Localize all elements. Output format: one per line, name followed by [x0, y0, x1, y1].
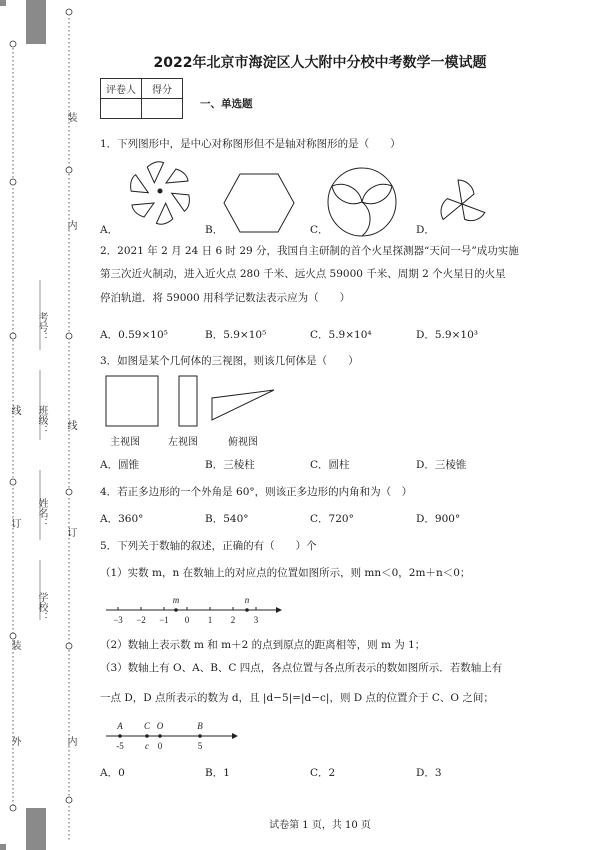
q5-tick-label: 0 [184, 615, 190, 625]
binding-outer-char-2: 订 [9, 518, 20, 528]
score-table-header-score: 得分 [142, 79, 183, 99]
q5-nl2-letter-c: C [143, 721, 151, 731]
field-school-label: 学校： [36, 592, 47, 622]
q4-option-a[interactable]: A．360° [100, 513, 144, 525]
q5-option-d[interactable]: D．3 [416, 767, 442, 779]
q3-label-front: 主视图 [110, 437, 140, 448]
q1-figure-b [222, 172, 296, 234]
binding-outer-char-1: 装 [9, 640, 20, 650]
q1-option-c[interactable]: C． [310, 224, 329, 236]
q3-label-top: 俯视图 [228, 437, 258, 448]
q5-point-m-label: m [172, 595, 180, 605]
q4-option-b[interactable]: B．540° [205, 513, 249, 525]
q3-option-d[interactable]: D．三棱锥 [416, 459, 467, 471]
binding-outer-extra: 外 [9, 736, 20, 746]
q3-stem: 3．如图是某个几何体的三视图，则该几何体是（ ） [100, 355, 359, 367]
binding-inner-extra-1: 内 [65, 220, 76, 230]
score-table [100, 78, 183, 119]
q5-nl2-letter-o: O [156, 721, 164, 731]
binding-inner-char-1: 装 [65, 112, 76, 122]
q5-option-b[interactable]: B．1 [205, 767, 230, 779]
binding-inner-char-3: 线 [65, 420, 76, 430]
q1-option-b[interactable]: B． [205, 224, 224, 236]
q5-option-c[interactable]: C．2 [310, 767, 336, 779]
q3-option-b[interactable]: B．三棱柱 [205, 459, 255, 471]
q5-item-2: （2）数轴上表示数 m 和 m＋2 的点到原点的距离相等，则 m 为 1； [100, 639, 426, 651]
q5-nl2-value-b: 5 [197, 741, 203, 751]
q3-three-views [100, 374, 290, 430]
q4-option-c[interactable]: C．720° [310, 513, 354, 525]
score-cell-grader[interactable] [101, 99, 142, 119]
score-table-header-grader: 评卷人 [101, 79, 142, 99]
q3-option-c[interactable]: C．圆柱 [310, 459, 350, 471]
q5-point-n-dot [245, 608, 249, 612]
q1-figure-d [432, 172, 492, 234]
q3-option-a[interactable]: A．圆锥 [100, 459, 140, 471]
q3-front-view [106, 376, 158, 426]
q3-side-view [179, 376, 197, 426]
q5-item-3-line-2: 一点 D，D 点所表示的数为 d，且 |d−5|=|d−c|，则 D 点的位置介于 C、O 之间； [100, 692, 494, 704]
q1-option-a[interactable]: A． [100, 224, 119, 236]
binding-inner-extra-2: 内 [65, 736, 76, 746]
q2-option-c[interactable]: C．5.9×10⁴ [310, 329, 372, 341]
field-id-label: 考号： [36, 312, 47, 342]
q2-line-1: 2．2021 年 2 月 24 日 6 时 29 分，我国自主研制的首个火星探测器“天问一号”成功实施 [100, 245, 519, 257]
binding-outer-char-3: 线 [9, 405, 20, 415]
q5-tick-label: −1 [159, 615, 169, 625]
q5-option-a[interactable]: A．0 [100, 767, 125, 779]
score-cell-score[interactable] [142, 99, 183, 119]
q5-tick-label: 2 [230, 615, 236, 625]
q5-nl2-letter-a: A [117, 721, 123, 731]
q5-point-m-dot [174, 608, 178, 612]
q5-stem: 5．下列关于数轴的叙述，正确的有（ ）个 [100, 540, 317, 552]
q5-item-1: （1）实数 m，n 在数轴上的对应点的位置如图所示，则 mn＜0，2m＋n＜0； [100, 567, 471, 579]
q2-line-2: 第三次近火制动，进入近火点 280 千米、远火点 59000 千米、周期 2 个火星日的火星 [100, 268, 506, 280]
q2-option-a[interactable]: A．0.59×10⁵ [100, 329, 168, 341]
field-name-label: 姓名： [36, 498, 47, 528]
q5-tick-label: 3 [253, 615, 259, 625]
q3-top-view [212, 390, 274, 420]
q5-tick-label: −3 [113, 615, 123, 625]
q5-nl2-value-a: -5 [116, 741, 124, 751]
q2-option-b[interactable]: B．5.9×10⁵ [205, 329, 267, 341]
q5-nl2-value-o: 0 [157, 741, 163, 751]
q1-figure-a [120, 160, 200, 226]
binding-inner-char-2: 订 [65, 527, 76, 537]
q4-option-d[interactable]: D．900° [416, 513, 461, 525]
q1-figure-c [326, 166, 398, 238]
q5-tick-label: −2 [136, 615, 146, 625]
q1-stem: 1．下列图形中，是中心对称图形但不是轴对称图形的是（ ） [100, 138, 401, 150]
q5-tick-label: 1 [207, 615, 213, 625]
page-footer: 试卷第 1 页，共 10 页 [269, 820, 371, 831]
q5-numberline-1 [104, 594, 284, 626]
q5-item-3-line-1: （3）数轴上有 O、A、B、C 四点，各点位置与各点所表示的数如图所示．若数轴上有 [100, 662, 503, 674]
q3-label-side: 左视图 [168, 437, 198, 448]
q5-nl2-letter-b: B [197, 721, 203, 731]
q1-option-d[interactable]: D． [416, 224, 435, 236]
section-heading: 一、单选题 [200, 98, 253, 110]
q5-nl2-value-c: c [145, 741, 149, 751]
q5-numberline-2 [104, 718, 244, 754]
q4-stem: 4．若正多边形的一个外角是 60°，则该正多边形的内角和为（ ） [100, 486, 413, 498]
page-title: 2022年北京市海淀区人大附中分校中考数学一模试题 [153, 55, 487, 71]
q2-line-3: 停泊轨道．将 59000 用科学记数法表示应为（ ） [100, 292, 351, 304]
q2-option-d[interactable]: D．5.9×10³ [416, 329, 478, 341]
q5-point-n-label: n [244, 595, 250, 605]
field-class-label: 班级： [36, 405, 47, 435]
